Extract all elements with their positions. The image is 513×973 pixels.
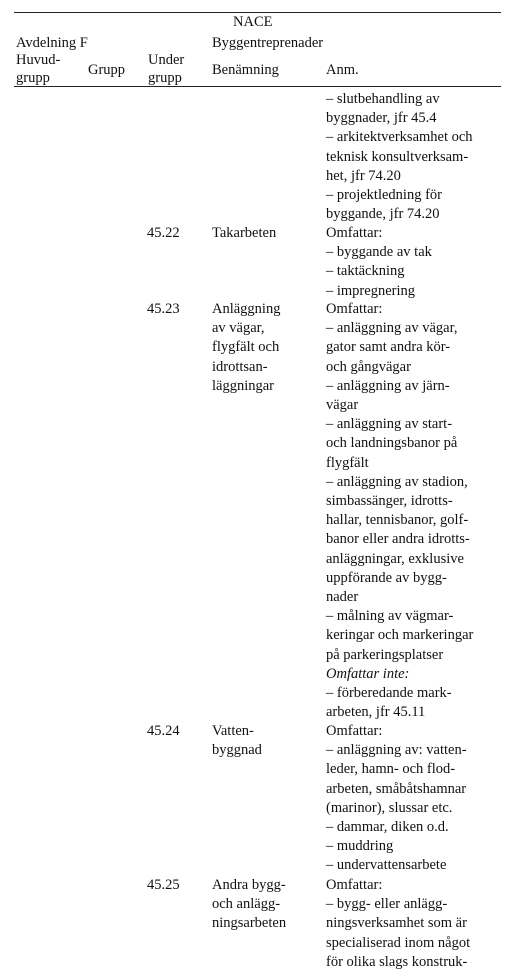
note-line: och landningsbanor på — [326, 435, 458, 452]
undergrupp-code: 45.24 — [147, 723, 180, 739]
col-huvudgrupp-line1: Huvud- — [16, 52, 61, 68]
note-line: – slutbehandling av — [326, 91, 440, 107]
col-grupp: Grupp — [88, 62, 126, 78]
note-line: för olika slags konstruk- — [326, 953, 468, 970]
benamning-line: idrottsan- — [212, 358, 268, 375]
benamning-line: och anlägg- — [212, 896, 281, 913]
header-bottom-rule — [14, 86, 501, 87]
note-line: simbassänger, idrotts- — [326, 493, 453, 510]
note-line: byggnader, jfr 45.4 — [326, 110, 437, 127]
benamning-cell — [212, 300, 280, 396]
note-line: – arkitektverksamhet och — [326, 129, 473, 146]
note-line: – målning av vägmar- — [326, 608, 454, 625]
note-line: – undervattensarbete — [326, 857, 447, 874]
note-line: uppförande av bygg- — [326, 569, 447, 586]
benamning-line: Andra bygg- — [212, 877, 286, 893]
undergrupp-code: 45.23 — [147, 301, 180, 317]
note-line: gator samt andra kör- — [326, 339, 451, 356]
benamning-line: av vägar, — [212, 320, 265, 337]
note-line: – anläggning av vägar, — [326, 320, 458, 337]
note-line: och gångvägar — [326, 358, 411, 375]
note-line: anläggningar, exklusive — [326, 550, 464, 567]
note-line: – anläggning av järn- — [326, 377, 450, 394]
benamning-cell — [212, 876, 286, 934]
benamning-line: flygfält och — [212, 339, 280, 356]
note-line: – muddring — [326, 838, 394, 855]
col-undergrupp-line2: grupp — [148, 70, 182, 86]
benamning-line: läggningar — [212, 377, 275, 394]
note-line: – taktäckning — [326, 263, 405, 280]
anm-cell — [326, 722, 506, 876]
benamning-line: Takarbeten — [212, 225, 277, 241]
note-line: leder, hamn- och flod- — [326, 761, 456, 778]
note-line: – anläggning av start- — [326, 416, 453, 433]
undergrupp-code: 45.25 — [147, 877, 180, 893]
note-line: – förberedande mark- — [326, 685, 452, 702]
note-line: – projektledning för — [326, 187, 442, 204]
note-line: keringar och markeringar — [326, 627, 474, 644]
intro-notes — [326, 90, 506, 224]
note-line: arbeten, jfr 45.11 — [326, 704, 426, 721]
note-line: hallar, tennisbanor, golf- — [326, 512, 469, 529]
note-line: – byggande av tak — [326, 244, 432, 261]
note-line: – anläggning av stadion, — [326, 473, 468, 490]
anm-cell — [326, 300, 506, 722]
section-title: Byggentreprenader — [212, 35, 324, 51]
note-line: – impregnering — [326, 282, 415, 299]
note-line: (marinor), slussar etc. — [326, 799, 453, 816]
note-line: teknisk konsultverksam- — [326, 148, 469, 165]
benamning-line: byggnad — [212, 742, 262, 759]
col-huvudgrupp-line2: grupp — [16, 70, 50, 86]
avdelning-label: Avdelning F — [16, 35, 88, 51]
anm-cell — [326, 224, 506, 301]
note-line: nader — [326, 589, 359, 606]
note-line: Omfattar: — [326, 225, 383, 241]
note-line: vägar — [326, 397, 359, 414]
note-line: specialiserad inom något — [326, 934, 471, 951]
note-heading-omfattar-inte: Omfattar inte: — [326, 665, 410, 682]
benamning-line: Anläggning — [212, 301, 281, 317]
col-undergrupp-line1: Under — [148, 52, 185, 68]
note-line: Omfattar: — [326, 877, 383, 893]
col-benamning: Benämning — [212, 62, 279, 78]
col-anm: Anm. — [326, 62, 359, 78]
note-line: arbeten, småbåtshamnar — [326, 780, 467, 797]
nace-label: NACE — [233, 14, 273, 30]
benamning-line: Vatten- — [212, 723, 254, 739]
note-line: het, jfr 74.20 — [326, 167, 401, 184]
benamning-cell — [212, 722, 262, 760]
note-line: på parkeringsplatser — [326, 646, 444, 663]
note-line: – bygg- eller anlägg- — [326, 896, 448, 913]
note-line: – dammar, diken o.d. — [326, 819, 449, 836]
note-line: banor eller andra idrotts- — [326, 531, 470, 548]
undergrupp-code: 45.22 — [147, 225, 180, 241]
benamning-cell — [212, 224, 276, 243]
benamning-line: ningsarbeten — [212, 915, 287, 932]
note-line: – anläggning av: vatten- — [326, 742, 467, 759]
note-line: ningsverksamhet som är — [326, 915, 467, 932]
anm-cell — [326, 876, 506, 972]
note-line: flygfält — [326, 454, 369, 471]
note-line: Omfattar: — [326, 301, 383, 317]
note-line: Omfattar: — [326, 723, 383, 739]
note-line: byggande, jfr 74.20 — [326, 206, 440, 223]
